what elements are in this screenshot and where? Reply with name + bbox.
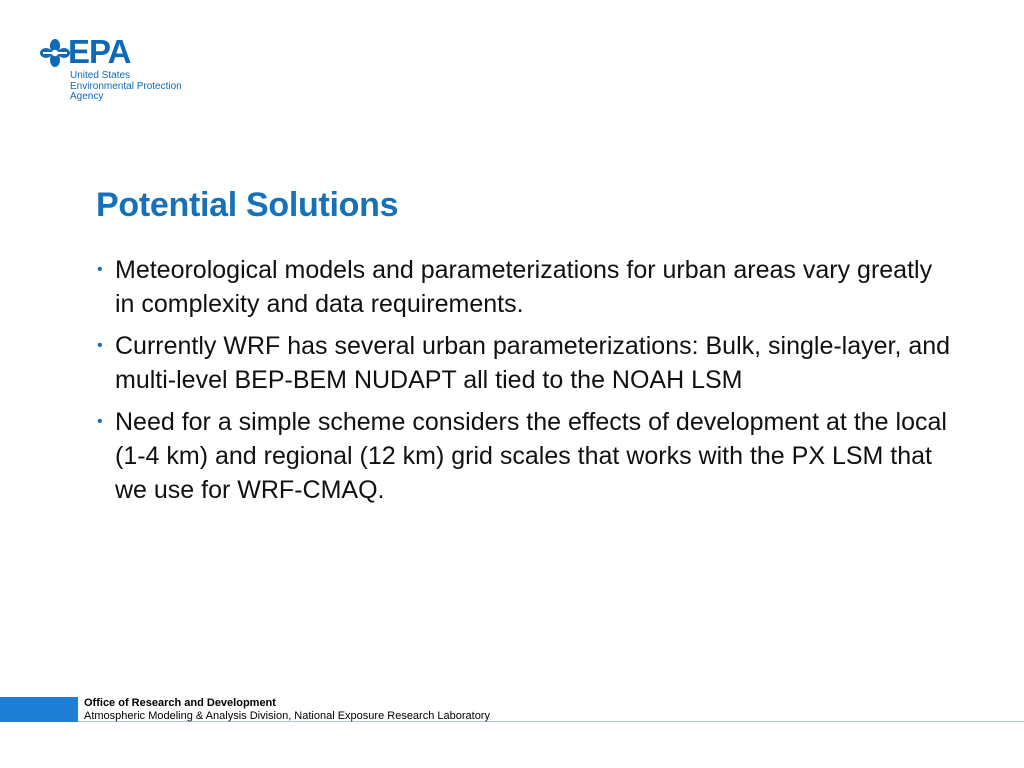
- bullet-marker-icon: •: [97, 413, 103, 430]
- bullet-text: Meteorological models and parameterizations for urban areas vary greatly in complexity and data requirements.: [115, 256, 933, 318]
- bullet-text: Need for a simple scheme considers the effects of development at the local (1-4 km) and regional (12 km) grid scales that works with the PX LSM that we use for WRF-CMAQ.: [115, 408, 947, 504]
- bullet-list: [96, 253, 956, 515]
- bullet-text: Currently WRF has several urban parameterizations: Bulk, single-layer, and multi-level BEP-BEM NUDAPT all tied to the NOAH LSM: [115, 332, 951, 394]
- epa-flower-icon: [40, 38, 70, 72]
- logo-subtitle-line: Environmental Protection: [70, 80, 182, 92]
- bullet-item: [96, 329, 956, 397]
- footer: [84, 697, 490, 723]
- epa-logo: [40, 33, 210, 118]
- bullet-marker-icon: •: [97, 337, 103, 354]
- footer-division: Atmospheric Modeling & Analysis Division, National Exposure Research Laboratory: [84, 710, 490, 722]
- logo-subtitle-line: Agency: [70, 91, 104, 102]
- footer-office: Office of Research and Development: [84, 697, 276, 709]
- epa-logo-subtitle: [70, 71, 182, 103]
- epa-logo-wordmark: EPA: [68, 33, 131, 70]
- footer-accent-bar: [0, 697, 78, 722]
- bullet-item: [96, 253, 956, 321]
- logo-subtitle-line: United States: [70, 70, 131, 81]
- bullet-marker-icon: •: [97, 261, 103, 278]
- bullet-item: [96, 405, 956, 507]
- slide-title: Potential Solutions: [96, 186, 399, 224]
